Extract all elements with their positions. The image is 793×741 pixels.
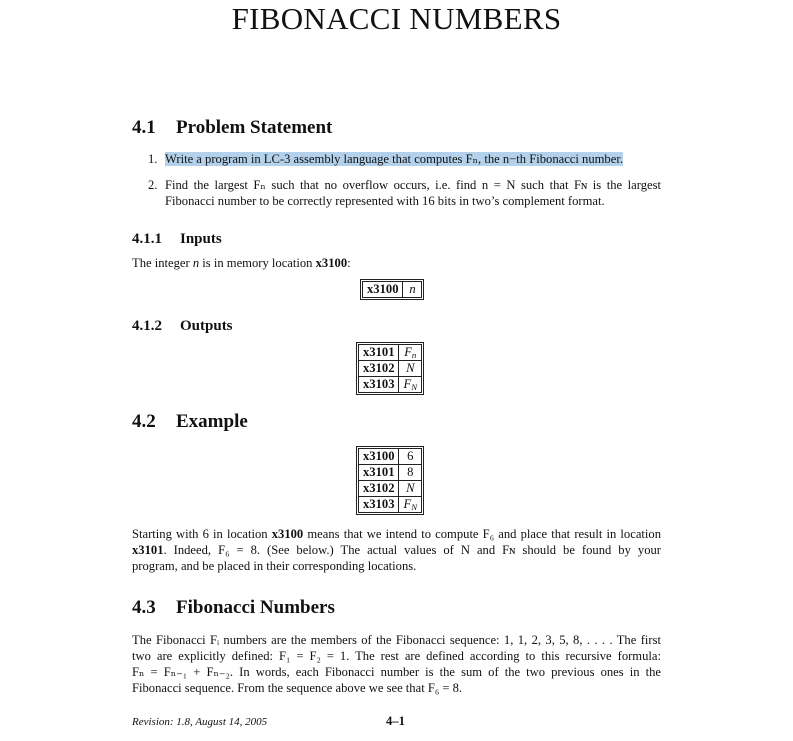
- table-row: [359, 361, 422, 377]
- subsection-title: Outputs: [180, 318, 233, 334]
- subsection-title: Inputs: [180, 231, 222, 247]
- page-number: 4–1: [386, 714, 405, 728]
- section-heading-example: [132, 411, 248, 433]
- memory-address: x3101: [359, 345, 399, 361]
- example-memory-table: [358, 448, 422, 513]
- text-fragment: :: [347, 256, 351, 270]
- table-row: [359, 497, 422, 513]
- section-number: 4.2: [132, 411, 156, 432]
- section-title: Fibonacci Numbers: [176, 597, 335, 618]
- memory-address: x3101: [359, 465, 399, 481]
- text-fragment: means that we intend to compute F₆ and place that result in location: [303, 527, 661, 541]
- memory-location: x3101: [132, 543, 164, 557]
- subsection-heading-outputs: [132, 317, 233, 335]
- subsection-number: 4.1.2: [132, 318, 162, 334]
- example-paragraph-line: program, and be placed in their corresponding locations.: [132, 559, 417, 573]
- text-fragment: Starting with 6 in location: [132, 527, 272, 541]
- subsection-number: 4.1.1: [132, 231, 162, 247]
- highlighted-text[interactable]: Write a program in LC-3 assembly language that computes Fₙ, the n−th Fibonacci number.: [165, 152, 623, 166]
- output-memory-table: [358, 344, 422, 393]
- fibonacci-paragraph-line: Fibonacci sequence. From the sequence above we see that F₆ = 8.: [132, 681, 463, 695]
- value-symbol: F: [404, 345, 412, 359]
- fibonacci-paragraph-line: The Fibonacci Fᵢ numbers are the members of the Fibonacci sequence: 1, 1, 2, 3, 5, 8, . . . . The first: [132, 633, 661, 647]
- input-memory-table: [362, 281, 422, 298]
- page-title: FIBONACCI NUMBERS: [231, 1, 562, 36]
- memory-location: x3100: [315, 256, 348, 270]
- section-title: Problem Statement: [176, 117, 333, 138]
- memory-address: x3102: [359, 361, 399, 377]
- value-symbol: N: [406, 481, 415, 495]
- variable: n: [192, 256, 200, 270]
- list-item-text: [165, 151, 623, 167]
- section-title: Example: [176, 411, 248, 432]
- text-fragment: The integer: [132, 256, 193, 270]
- memory-address: x3103: [359, 497, 399, 513]
- table-row: [359, 345, 422, 361]
- memory-address: x3102: [359, 481, 399, 497]
- section-heading-problem-statement: [132, 117, 332, 139]
- memory-value: [399, 465, 422, 481]
- table-row: [359, 481, 422, 497]
- section-number: 4.1: [132, 117, 156, 138]
- revision-footer: Revision: 1.8, August 14, 2005: [132, 716, 268, 728]
- value-subscript: N: [411, 382, 418, 392]
- value-symbol: F: [403, 377, 412, 391]
- list-item-number: 1.: [148, 152, 158, 166]
- text-fragment: is in memory location: [199, 256, 316, 270]
- memory-value: n: [403, 282, 422, 298]
- memory-address: x3100: [359, 449, 399, 465]
- memory-value: [399, 449, 422, 465]
- memory-location: x3100: [271, 527, 304, 541]
- table-row: [359, 449, 422, 465]
- memory-value: [399, 361, 422, 377]
- memory-value: [399, 497, 422, 513]
- section-heading-fibonacci-numbers: [132, 597, 335, 619]
- memory-value: [399, 345, 422, 361]
- value-symbol: 8: [407, 465, 414, 479]
- subsection-heading-inputs: [132, 230, 222, 248]
- value-symbol: N: [406, 361, 415, 375]
- example-paragraph-line: [132, 542, 661, 558]
- text-fragment: . Indeed, F₆ = 8. (See below.) The actual values of N and Fɴ should be found by your: [163, 543, 661, 557]
- fibonacci-paragraph-line: Fₙ = Fₙ₋₁ + Fₙ₋₂. In words, each Fibonacci number is the sum of the two previous ones in the: [132, 665, 661, 679]
- memory-address: x3100: [363, 282, 403, 298]
- value-subscript: N: [411, 502, 418, 512]
- list-item-text-line: Find the largest Fₙ such that no overflow occurs, i.e. find n = N such that Fɴ is the largest: [165, 178, 661, 192]
- table-row: [363, 282, 422, 298]
- section-number: 4.3: [132, 597, 156, 618]
- table-row: [359, 465, 422, 481]
- inputs-description: [132, 255, 661, 271]
- value-symbol: 6: [407, 449, 414, 463]
- memory-value: [399, 481, 422, 497]
- memory-value: [399, 377, 422, 393]
- table-row: [359, 377, 422, 393]
- example-paragraph-line: [132, 526, 661, 542]
- value-subscript: n: [411, 350, 417, 360]
- list-item-number: 2.: [148, 178, 158, 192]
- value-symbol: F: [403, 497, 412, 511]
- fibonacci-paragraph-line: two are explicitly defined: F₁ = F₂ = 1. The rest are defined according to this recursive formula:: [132, 649, 661, 663]
- list-item-text-line: Fibonacci number to be correctly represented with 16 bits in two’s complement format.: [165, 194, 605, 208]
- memory-address: x3103: [359, 377, 399, 393]
